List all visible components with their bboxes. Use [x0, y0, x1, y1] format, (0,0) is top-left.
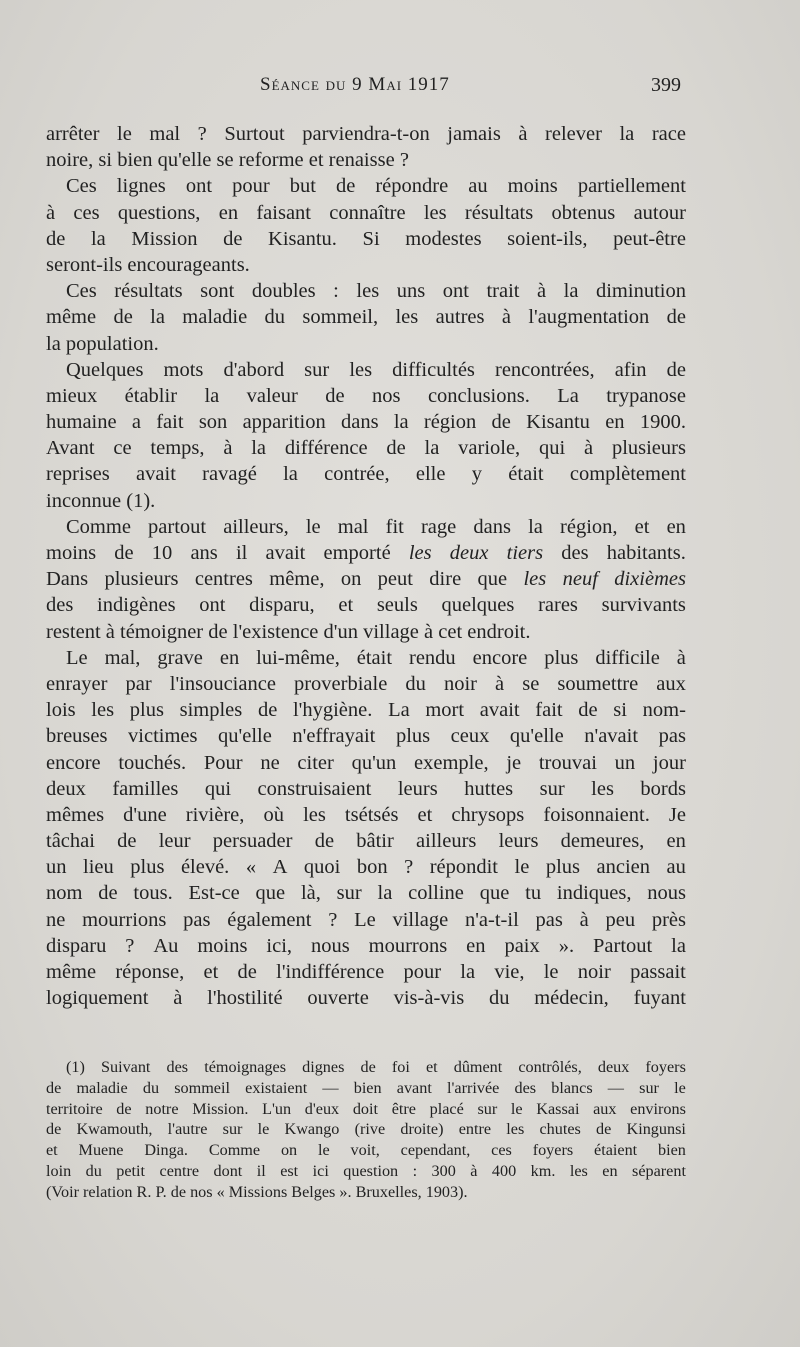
footnote-line: de Kwamouth, l'autre sur le Kwango (rive droite) entre les chutes de Kingunsi: [46, 1120, 686, 1139]
footnotes: [46, 1057, 686, 1203]
text-line: de la Mission de Kisantu. Si modestes soient-ils, peut-être: [46, 227, 686, 250]
text-line: Le mal, grave en lui-même, était rendu encore plus difficile à: [66, 646, 686, 669]
text-line: seront-ils encourageants.: [46, 253, 250, 276]
text-line: même réponse, et de l'indifférence pour la vie, le noir passait: [46, 961, 686, 983]
text-line: un lieu plus élevé. « A quoi bon ? répondit le plus ancien au: [46, 856, 686, 879]
text-line: la population.: [46, 332, 159, 355]
text-line: Dans plusieurs centres même, on peut dire que les neuf dixièmes: [46, 568, 686, 591]
text-line: encore touchés. Pour ne citer qu'un exemple, je trouvai un jour: [46, 751, 686, 774]
text-line: des indigènes ont disparu, et seuls quelques rares survivants: [46, 594, 686, 617]
footnote-line: (1) Suivant des témoignages dignes de foi et dûment contrôlés, deux foyers: [66, 1058, 686, 1076]
running-head: Séance du 9 Mai 1917: [260, 74, 450, 95]
text-line: reprises avait ravagé la contrée, elle y était complètement: [46, 463, 686, 486]
text-line: deux familles qui construisaient leurs huttes sur les bords: [46, 777, 686, 800]
footnote-line: de maladie du sommeil existaient — bien avant l'arrivée des blancs — sur le: [46, 1078, 686, 1097]
body-text: [46, 121, 686, 1011]
page-header: [0, 74, 800, 104]
footnote-line: (Voir relation R. P. de nos « Missions Belges ». Bruxelles, 1903).: [46, 1182, 468, 1201]
text-line: Quelques mots d'abord sur les difficultés rencontrées, afin de: [66, 358, 686, 381]
text-line: arrêter le mal ? Surtout parviendra-t-on jamais à relever la race: [46, 123, 686, 145]
text-line: breuses victimes qu'elle n'effrayait plus ceux qu'elle n'avait pas: [46, 725, 686, 748]
text-line: restent à témoigner de l'existence d'un village à cet endroit.: [46, 620, 531, 643]
text-line: logiquement à l'hostilité ouverte vis-à-vis du médecin, fuyant: [46, 987, 686, 1010]
text-line: nom de tous. Est-ce que là, sur la colline que tu indiques, nous: [46, 882, 686, 905]
footnote-line: loin du petit centre dont il est ici question : 300 à 400 km. les en séparent: [46, 1161, 686, 1180]
footnote-line: territoire de notre Mission. L'un d'eux doit être placé sur le Kassai aux environs: [46, 1099, 686, 1118]
text-line: moins de 10 ans il avait emporté les deux tiers des habitants.: [46, 542, 686, 564]
text-line: humaine a fait son apparition dans la région de Kisantu en 1900.: [46, 411, 686, 434]
text-line: ne mourrions pas également ? Le village n'a-t-il pas à peu près: [46, 908, 686, 931]
text-line: Comme partout ailleurs, le mal fit rage dans la région, et en: [66, 515, 686, 538]
text-line: lois les plus simples de l'hygiène. La mort avait fait de si nom-: [46, 699, 686, 722]
text-line: Ces résultats sont doubles : les uns ont trait à la diminution: [66, 280, 686, 303]
text-line: Avant ce temps, à la différence de la variole, qui à plusieurs: [46, 437, 686, 460]
text-line: inconnue (1).: [46, 489, 156, 512]
text-line: même de la maladie du sommeil, les autres à l'augmentation de: [46, 306, 686, 329]
text-line: tâchai de leur persuader de bâtir ailleurs leurs demeures, en: [46, 830, 686, 853]
text-line: Ces lignes ont pour but de répondre au moins partiellement: [66, 175, 686, 198]
text-line: mêmes d'une rivière, où les tsétsés et chrysops foisonnaient. Je: [46, 803, 686, 826]
footnote-line: et Muene Dinga. Comme on le voit, cependant, ces foyers étaient bien: [46, 1141, 686, 1160]
text-line: mieux établir la valeur de nos conclusions. La trypanose: [46, 384, 686, 407]
text-line: à ces questions, en faisant connaître les résultats obtenus autour: [46, 201, 686, 224]
page-number: 399: [651, 74, 681, 96]
text-line: disparu ? Au moins ici, nous mourrons en paix ». Partout la: [46, 934, 686, 957]
text-line: noire, si bien qu'elle se reforme et renaisse ?: [46, 149, 409, 172]
text-line: enrayer par l'insouciance proverbiale du noir à se soumettre aux: [46, 672, 686, 695]
